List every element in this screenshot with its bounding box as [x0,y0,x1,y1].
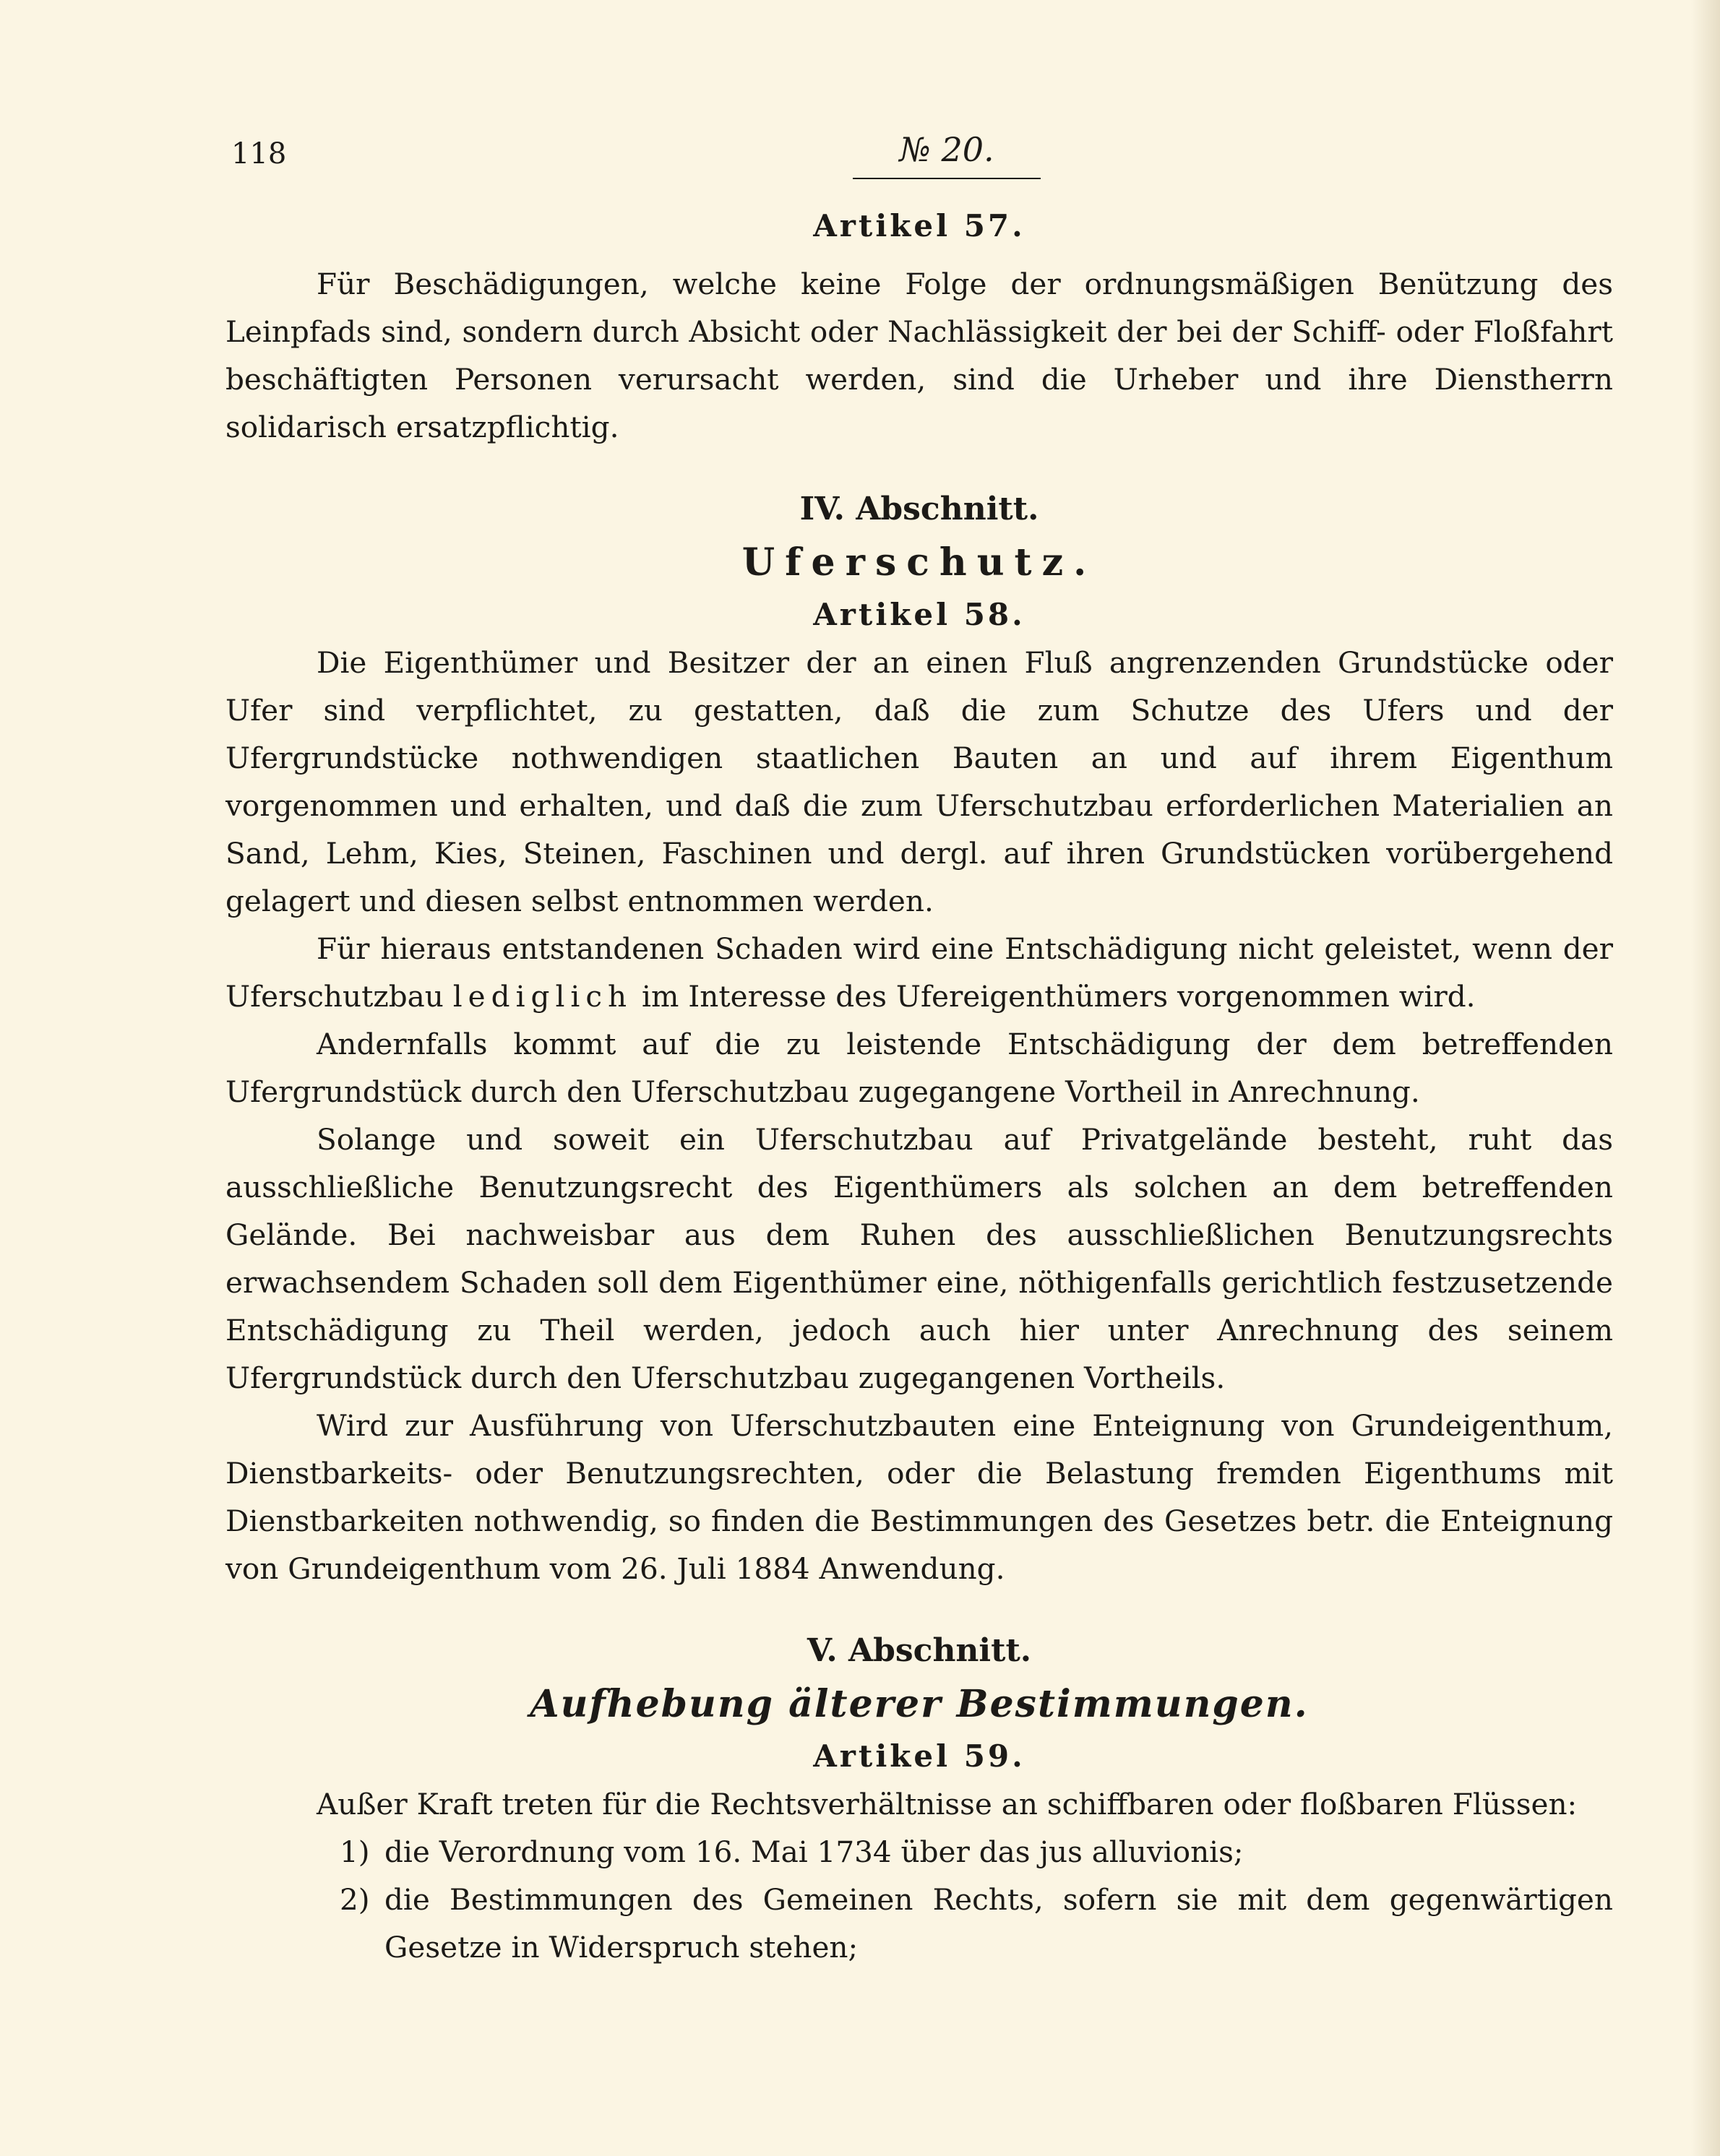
page-edge-shadow [1691,0,1720,2156]
section-4-subtitle: Uferschutz. [741,540,1097,585]
issue-number: № 20. [853,130,1041,179]
article-58-paragraph-2 [225,925,1613,1020]
list-item-text: die Verordnung vom 16. Mai 1734 über das jus alluvionis; [384,1834,1244,1869]
section-5-subtitle: Aufhebung älterer Bestimmungen. [530,1682,1309,1726]
article-58-title: Artikel 58. [813,597,1025,632]
article-58-paragraph-5: Wird zur Ausführung von Uferschutzbauten eine Enteignung von Grundeigenthum, Dienstbarkeits- oder Benutzungsrechten, oder die Belastung fremden Eigenthums mit Dienstbarkeiten nothwendig, so finden die Bestimmungen des Gesetzes betr. die Enteignung von Grundeigenthum vom 26. Juli 1884 Anwendung. [225,1408,1613,1586]
article-59-title: Artikel 59. [813,1738,1025,1774]
list-item [225,1876,1613,1971]
page-number: 118 [231,137,287,171]
section-5-title: V. Abschnitt. [807,1632,1032,1669]
article-58-paragraph-2-end: im Interesse des Ufereigenthümers vorgenommen wird. [632,979,1476,1014]
page-body [225,202,1613,1971]
article-58-paragraph-2-start: Für hieraus entstandenen Schaden wird eine Entschädigung nicht geleistet, wenn der Uferschutzbau [225,931,1613,1014]
list-item [225,1828,1613,1876]
article-58-paragraph-3: Andernfalls kommt auf die zu leistende Entschädigung der dem betreffenden Ufergrundstück durch den Uferschutzbau zugegangene Vortheil in Anrechnung. [225,1027,1613,1109]
article-58-paragraph-4: Solange und soweit ein Uferschutzbau auf Privatgelände besteht, ruht das ausschließliche Benutzungsrecht des Eigenthümers als solchen an dem betreffenden Gelände. Bei nachweisbar aus dem Ruhen des ausschließlichen Benutzungsrechts erwachsendem Schaden soll dem Eigenthümer eine, nöthigenfalls gerichtlich festzusetzende Entschädigung zu Theil werden, jedoch auch hier unter Anrechnung des seinem Ufergrundstück durch den Uferschutzbau zugegangenen Vortheils. [225,1122,1613,1395]
section-4-title: IV. Abschnitt. [799,491,1039,527]
article-59-intro: Außer Kraft treten für die Rechtsverhältnisse an schiffbaren oder floßbaren Flüssen: [317,1787,1578,1821]
list-item-number: 1) [340,1834,370,1869]
list-item-number: 2) [340,1882,370,1917]
list-item-text: die Bestimmungen des Gemeinen Rechts, sofern sie mit dem gegenwärtigen Gesetze in Widerspruch stehen; [384,1882,1613,1965]
article-58-emphasis: lediglich [452,979,633,1014]
article-58-paragraph-1: Die Eigenthümer und Besitzer der an einen Fluß angrenzenden Grundstücke oder Ufer sind verpflichtet, zu gestatten, daß die zum Schutze des Ufers und der Ufergrundstücke nothwendigen staatlichen Bauten an und auf ihrem Eigenthum vorgenommen und erhalten, und daß die zum Uferschutzbau erforderlichen Materialien an Sand, Lehm, Kies, Steinen, Faschinen und dergl. auf ihren Grundstücken vorübergehend gelagert und diesen selbst entnommen werden. [225,645,1613,918]
page-header [231,130,1604,188]
article-57-paragraph: Für Beschädigungen, welche keine Folge der ordnungsmäßigen Benützung des Leinpfads sind, sondern durch Absicht oder Nachlässigkeit der bei der Schiff- oder Floßfahrt beschäftigten Personen verursacht werden, sind die Urheber und ihre Dienstherrn solidarisch ersatzpflichtig. [225,267,1613,444]
article-57-title: Artikel 57. [813,208,1025,243]
